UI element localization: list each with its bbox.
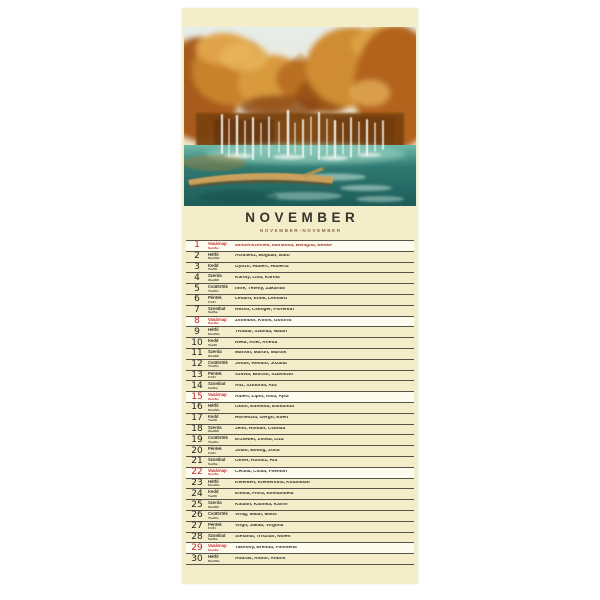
day-number: 22: [191, 467, 203, 478]
day-name: Csütörtök: [208, 435, 228, 441]
day-number: 2: [194, 251, 200, 262]
calendar-strip: [182, 8, 418, 584]
day-name-column: [208, 458, 235, 466]
name-days: Virág, Milán, Milos: [235, 513, 277, 518]
day-name-translation: Tue/Di: [208, 267, 218, 272]
day-name: Péntek: [208, 295, 222, 301]
name-days: Mindenszentek, Marianna, Benigna, Benke: [235, 243, 332, 248]
day-number: 17: [191, 413, 203, 424]
day-number: 11: [191, 348, 203, 359]
name-days: Virgil, Jakab, Virginia: [235, 524, 284, 529]
day-name-translation: Sun/So: [208, 245, 219, 250]
day-row: [186, 468, 414, 479]
day-name: Szombat: [208, 305, 226, 311]
day-name: Vasárnap: [208, 316, 227, 322]
day-name-column: [208, 501, 235, 509]
day-number: 7: [194, 305, 200, 316]
day-name-column: [208, 350, 235, 358]
day-row: [186, 392, 414, 403]
day-name: Vasárnap: [208, 392, 227, 398]
day-name-column: [208, 372, 235, 380]
day-number: 4: [194, 272, 200, 283]
day-name: Hétfő: [208, 478, 219, 484]
day-name: Szerda: [208, 424, 222, 430]
name-days: Kelemen, Klementina, Kolumbán: [235, 481, 310, 486]
day-row: [186, 284, 414, 295]
day-number: 9: [194, 326, 200, 337]
name-days: Emma, Flóra, Emmanuéla: [235, 491, 294, 496]
day-name-translation: Fri/Fr: [208, 375, 216, 380]
day-name: Szombat: [208, 381, 226, 387]
day-row: [186, 435, 414, 446]
name-days: Imre, Tétény, Zakariás: [235, 286, 286, 291]
day-number: 3: [194, 261, 200, 272]
day-name: Hétfő: [208, 251, 219, 257]
day-row: [186, 317, 414, 328]
day-name-column: [208, 307, 235, 315]
name-days: Károly, Lina, Karola: [235, 275, 280, 280]
day-row: [186, 446, 414, 457]
day-number: 15: [191, 391, 203, 402]
name-days: Jenő, Román, Csanda: [235, 427, 286, 432]
day-name-translation: Thu/Do: [208, 364, 219, 369]
day-number: 14: [191, 380, 203, 391]
day-name-column: [208, 393, 235, 401]
day-name: Kedd: [208, 413, 219, 419]
day-name: Hétfő: [208, 554, 219, 560]
day-name-translation: Fri/Fr: [208, 299, 216, 304]
day-row: [186, 522, 414, 533]
day-row: [186, 252, 414, 263]
day-number: 10: [191, 337, 203, 348]
day-number: 5: [194, 283, 200, 294]
day-number: 19: [191, 434, 203, 445]
day-name-column: [208, 447, 235, 455]
day-name: Szerda: [208, 500, 222, 506]
day-name: Vasárnap: [208, 467, 227, 473]
day-row: [186, 381, 414, 392]
day-name-translation: Fri/Fr: [208, 450, 216, 455]
day-name-column: [208, 415, 235, 423]
name-days: Rezső, Csenger, Florentin: [235, 308, 294, 313]
name-days: Aliz, Szidónia, Alíz: [235, 383, 277, 388]
day-name-translation: Thu/Do: [208, 439, 219, 444]
day-name-translation: Wed/Mi: [208, 278, 219, 283]
day-name-column: [208, 274, 235, 282]
name-days: Cecília, Csilla, Filemon: [235, 470, 287, 475]
day-name-translation: Wed/Mi: [208, 504, 219, 509]
day-number: 13: [191, 369, 203, 380]
day-name-column: [208, 469, 235, 477]
day-name: Csütörtök: [208, 284, 228, 290]
name-days: Hortenzia, Gergő, Ében: [235, 416, 289, 421]
day-number: 26: [191, 510, 203, 521]
day-name-column: [208, 426, 235, 434]
day-name-translation: Mon/Mo: [208, 407, 220, 412]
name-days: Lénárd, Énok, Leonárd: [235, 297, 287, 302]
day-number: 30: [191, 553, 203, 564]
day-name: Hétfő: [208, 403, 219, 408]
day-name-translation: Mon/Mo: [208, 483, 220, 488]
day-name-column: [208, 318, 235, 326]
day-name-translation: Fri/Fr: [208, 526, 216, 531]
day-row: [186, 241, 414, 252]
name-days: Albert, Lipót, Alsa, Ajsa: [235, 394, 289, 399]
month-title: NOVEMBER: [245, 210, 360, 225]
name-days: Ödön, Edmond, Edmunda: [235, 405, 294, 410]
day-number: 24: [191, 488, 203, 499]
autumn-waterfall-photo: [184, 27, 416, 206]
day-name-translation: Thu/Do: [208, 515, 219, 520]
day-number: 1: [194, 240, 200, 251]
day-name-translation: Mon/Mo: [208, 558, 220, 563]
name-days: Márton, Martin, Martos: [235, 351, 287, 356]
day-name: Csütörtök: [208, 510, 228, 516]
day-row: [186, 489, 414, 500]
day-name-column: [208, 361, 235, 369]
day-name: Szombat: [208, 456, 226, 462]
day-number: 28: [191, 531, 203, 542]
day-number: 8: [194, 315, 200, 326]
day-name: Szerda: [208, 349, 222, 355]
day-name-translation: Mon/Mo: [208, 256, 220, 261]
day-name-translation: Sat/Sa: [208, 386, 218, 390]
day-name: Vasárnap: [208, 543, 227, 549]
day-row: [186, 425, 414, 436]
name-days: András, Andor, Andris: [235, 556, 286, 561]
month-subtitle: NOVEMBER-NOVEMBER: [259, 227, 342, 233]
day-name-column: [208, 296, 235, 304]
day-name: Kedd: [208, 262, 219, 268]
name-days: Szilvia, Bulcsú, Szaniszló: [235, 373, 294, 378]
day-name: Kedd: [208, 489, 219, 495]
day-name-column: [208, 555, 235, 563]
day-name: Vasárnap: [208, 241, 227, 247]
day-row: [186, 554, 414, 565]
day-name-column: [208, 523, 235, 531]
day-name-translation: Mon/Mo: [208, 332, 220, 337]
day-row: [186, 543, 414, 554]
day-name-column: [208, 285, 235, 293]
day-name: Csütörtök: [208, 359, 228, 365]
day-row: [186, 511, 414, 522]
day-name-translation: Thu/Do: [208, 288, 219, 293]
name-days: Taksony, Brenda, Filoména: [235, 545, 297, 550]
day-name: Szombat: [208, 532, 226, 538]
day-name-translation: Sun/So: [208, 472, 219, 477]
day-row: [186, 338, 414, 349]
day-name-column: [208, 339, 235, 347]
day-row: [186, 360, 414, 371]
name-days: Stefánia, Trisztán, Nolen: [235, 535, 291, 540]
name-days: Győző, Hubert, Huberta: [235, 265, 289, 270]
day-number: 12: [191, 359, 203, 370]
day-row: [186, 306, 414, 317]
title-block: [182, 210, 418, 233]
day-name-translation: Tue/Di: [208, 493, 218, 498]
day-row: [186, 403, 414, 414]
day-number: 18: [191, 423, 203, 434]
day-row: [186, 479, 414, 490]
day-name-column: [208, 544, 235, 552]
day-row: [186, 295, 414, 306]
name-days: Olivér, Rúfusz, Ria: [235, 459, 278, 464]
name-days: Achillesz, Bogdán, Bató: [235, 254, 290, 259]
day-name-translation: Tue/Di: [208, 418, 218, 423]
day-name-translation: Sat/Sa: [208, 461, 218, 466]
day-row: [186, 327, 414, 338]
day-name-translation: Sat/Sa: [208, 310, 218, 315]
day-number: 25: [191, 499, 203, 510]
day-name-column: [208, 328, 235, 336]
day-row: [186, 414, 414, 425]
days-table: [186, 240, 414, 565]
day-name-translation: Wed/Mi: [208, 429, 219, 434]
name-days: Katalin, Katinka, Katrin: [235, 502, 288, 507]
name-days: Réka, Ariel, Arietta: [235, 340, 278, 345]
day-row: [186, 457, 414, 468]
day-name-column: [208, 534, 235, 542]
name-days: Jónás, Renátó, Jozafát: [235, 362, 287, 367]
day-name-translation: Sat/Sa: [208, 537, 218, 542]
name-days: Erzsébet, Zsóka, Liza: [235, 437, 284, 442]
day-name-column: [208, 242, 235, 250]
day-name: Péntek: [208, 370, 222, 376]
name-days: Tivadar, Szibilla, Nátán: [235, 329, 287, 334]
day-number: 23: [191, 477, 203, 488]
day-name-column: [208, 490, 235, 498]
day-name-column: [208, 253, 235, 261]
day-name-column: [208, 436, 235, 444]
day-row: [186, 371, 414, 382]
day-row: [186, 263, 414, 274]
day-number: 6: [194, 294, 200, 305]
day-name-column: [208, 264, 235, 272]
day-name: Péntek: [208, 446, 222, 452]
day-name: Péntek: [208, 521, 222, 527]
day-number: 16: [191, 402, 203, 413]
day-name: Szerda: [208, 273, 222, 279]
day-number: 21: [191, 456, 203, 467]
day-number: 29: [191, 542, 203, 553]
day-name-column: [208, 512, 235, 520]
day-name-translation: Sun/So: [208, 547, 219, 552]
day-name-column: [208, 480, 235, 488]
day-name-column: [208, 404, 235, 412]
day-name: Hétfő: [208, 327, 219, 333]
photo-artwork: [184, 27, 416, 206]
holiday-name: Mindenszentek,: [235, 243, 271, 248]
day-name-translation: Sun/So: [208, 321, 219, 326]
day-row: [186, 349, 414, 360]
day-row: [186, 273, 414, 284]
day-name-translation: Wed/Mi: [208, 353, 219, 358]
day-name: Kedd: [208, 338, 219, 344]
day-number: 20: [191, 445, 203, 456]
name-days: Zsombor, Kolos, Gottfrid: [235, 319, 292, 324]
day-name-column: [208, 382, 235, 390]
name-days: Jolán, Bódog, Zolta: [235, 448, 280, 453]
day-row: [186, 500, 414, 511]
photo-cliff: [196, 113, 404, 147]
day-name-translation: Tue/Di: [208, 342, 218, 347]
day-number: 27: [191, 521, 203, 532]
day-row: [186, 533, 414, 544]
day-name-translation: Sun/So: [208, 396, 219, 401]
